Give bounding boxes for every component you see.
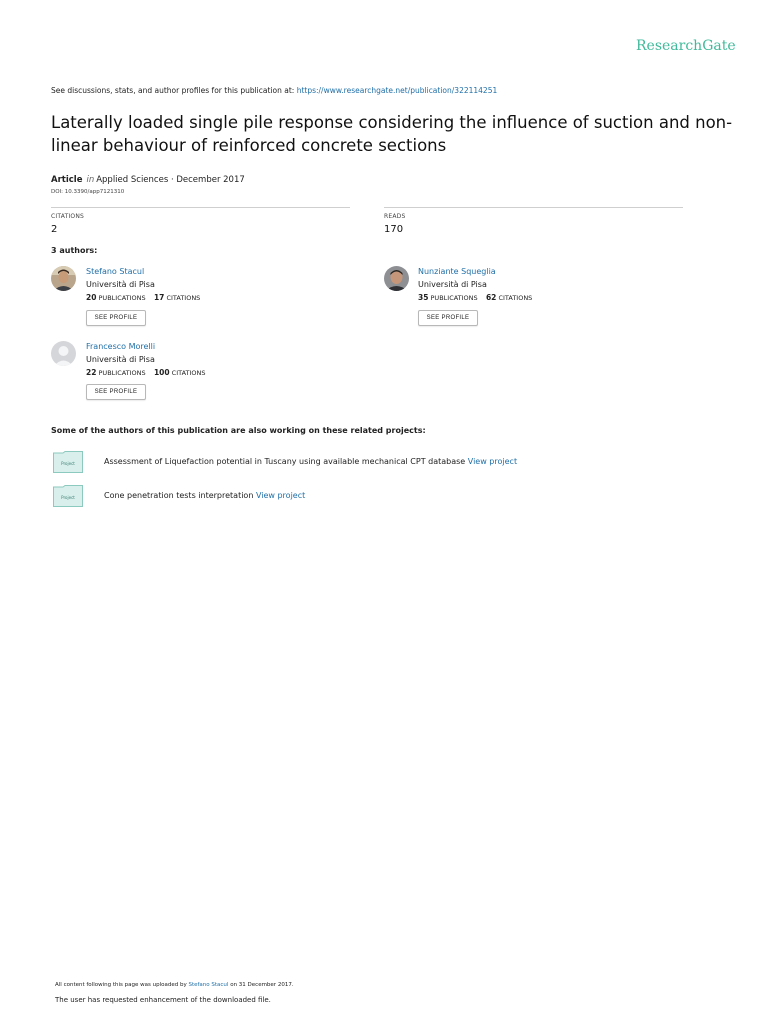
default-avatar-icon[interactable] — [51, 341, 76, 366]
publications-label: PUBLICATIONS — [98, 369, 146, 377]
project-icon-label: Project — [61, 461, 75, 466]
upload-prefix: All content following this page was uploaded by — [55, 982, 187, 988]
citations-label: CITATIONS — [498, 294, 533, 302]
journal-date: Applied Sciences · December 2017 — [96, 175, 245, 185]
author-affiliation: Università di Pisa — [86, 280, 155, 289]
citations-count: 100 — [153, 368, 170, 377]
paper-meta — [51, 175, 245, 185]
discussion-line — [51, 86, 497, 95]
researchgate-logo[interactable]: ResearchGate — [636, 38, 736, 54]
author-photo-icon[interactable] — [384, 266, 409, 291]
publication-url-link[interactable]: https://www.researchgate.net/publication/322114251 — [296, 86, 498, 95]
project-folder-icon[interactable] — [53, 451, 83, 477]
upload-notice — [55, 982, 294, 988]
publications-label: PUBLICATIONS — [98, 294, 146, 302]
publications-count: 22 — [86, 368, 97, 377]
paper-doi: DOI: 10.3390/app7121310 — [51, 189, 125, 195]
see-profile-button[interactable]: SEE PROFILE — [418, 310, 478, 326]
citations-divider — [51, 207, 350, 208]
author-stats — [86, 293, 200, 302]
publications-count: 20 — [86, 293, 97, 302]
project-title: Cone penetration tests interpretation — [104, 491, 254, 500]
paper-title: Laterally loaded single pile response considering the influence of suction and non-linear behaviour of reinforced concrete sections — [51, 113, 733, 155]
reads-divider — [384, 207, 683, 208]
author-stats — [418, 293, 532, 302]
authors-heading: 3 authors: — [51, 246, 98, 255]
reads-value: 170 — [384, 224, 404, 235]
citations-count: 62 — [485, 293, 497, 302]
publications-label: PUBLICATIONS — [430, 294, 478, 302]
uploader-link[interactable]: Stefano Stacul — [188, 982, 229, 988]
citations-value: 2 — [51, 224, 58, 235]
in-word: in — [86, 175, 95, 185]
upload-suffix: on 31 December 2017. — [230, 982, 294, 988]
see-profile-button[interactable]: SEE PROFILE — [86, 310, 146, 326]
publications-count: 35 — [418, 293, 429, 302]
enhancement-notice: The user has requested enhancement of the downloaded file. — [55, 996, 271, 1004]
author-affiliation: Università di Pisa — [418, 280, 487, 289]
citations-label: CITATIONS — [166, 294, 201, 302]
see-profile-button[interactable]: SEE PROFILE — [86, 384, 146, 400]
author-photo-icon[interactable] — [51, 266, 76, 291]
discussion-prefix: See discussions, stats, and author profiles for this publication at: — [51, 86, 295, 95]
related-project-item — [104, 457, 517, 466]
citations-count: 17 — [153, 293, 165, 302]
author-stats — [86, 368, 206, 377]
citations-label: CITATIONS — [51, 213, 85, 220]
citations-label: CITATIONS — [171, 369, 206, 377]
project-folder-icon[interactable] — [53, 485, 83, 511]
paper-type: Article — [51, 175, 83, 185]
author-affiliation: Università di Pisa — [86, 355, 155, 364]
author-name-link[interactable]: Nunziante Squeglia — [418, 267, 496, 276]
view-project-link[interactable]: View project — [255, 491, 306, 500]
project-icon-label: Project — [61, 495, 75, 500]
related-projects-heading: Some of the authors of this publication are also working on these related projects: — [51, 426, 426, 435]
project-title: Assessment of Liquefaction potential in Tuscany using available mechanical CPT database — [104, 457, 466, 466]
reads-label: READS — [384, 213, 406, 220]
author-name-link[interactable]: Stefano Stacul — [86, 267, 145, 276]
view-project-link[interactable]: View project — [467, 457, 518, 466]
related-project-item — [104, 491, 305, 500]
author-name-link[interactable]: Francesco Morelli — [86, 342, 156, 351]
